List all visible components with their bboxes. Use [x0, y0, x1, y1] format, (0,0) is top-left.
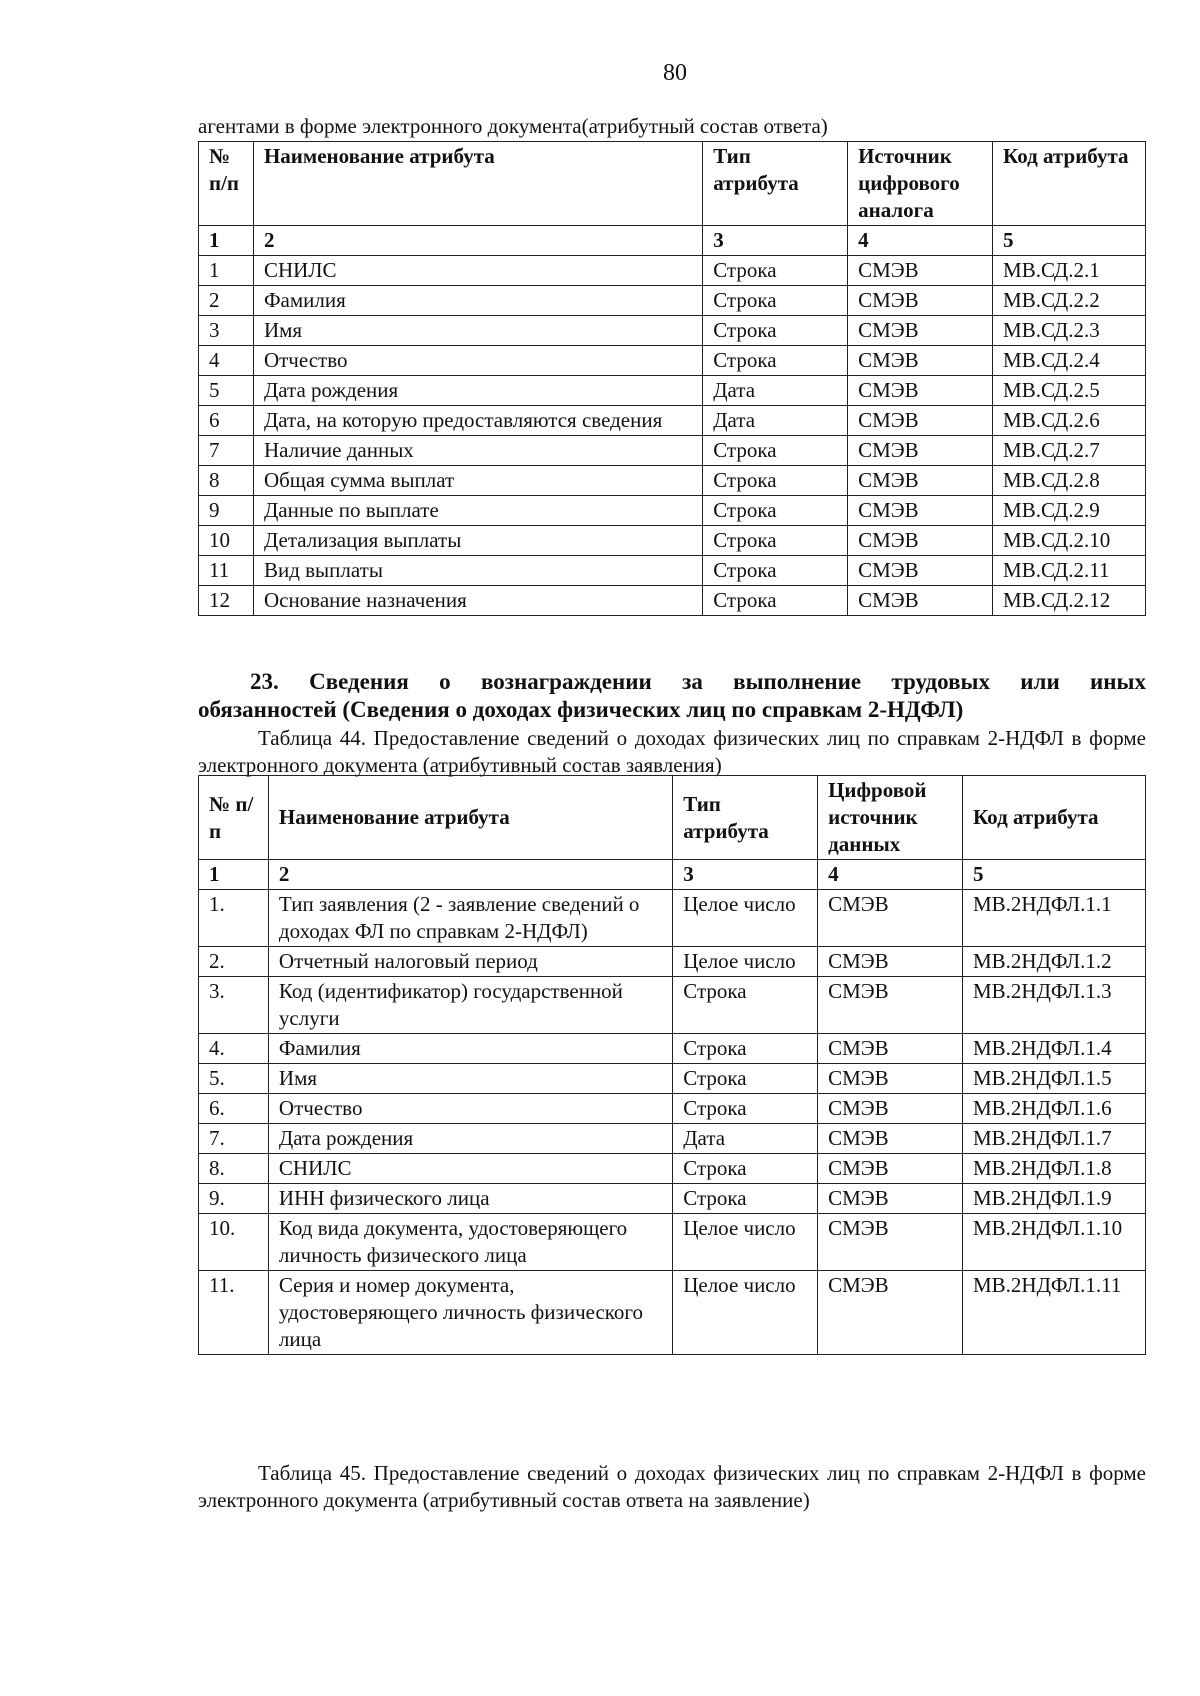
table-row: [199, 1154, 1146, 1184]
table-cell: Имя: [253, 316, 702, 346]
table-cell: МВ.СД.2.7: [993, 436, 1146, 466]
table44-header-cell: Код атрибута: [963, 776, 1146, 860]
table-cell: МВ.СД.2.9: [993, 496, 1146, 526]
table-cell: Данные по выплате: [253, 496, 702, 526]
table-cell: Строка: [703, 256, 848, 286]
table-cell: СМЭВ: [818, 890, 963, 947]
table1-header-cell: Код атрибута: [993, 142, 1146, 226]
table-cell: 11: [199, 556, 254, 586]
table-cell: 5: [199, 376, 254, 406]
table-cell: 6: [199, 406, 254, 436]
table44-number-row: [199, 860, 1146, 890]
table-cell: Строка: [703, 586, 848, 616]
table-cell: СМЭВ: [848, 376, 993, 406]
table-cell: МВ.2НДФЛ.1.4: [963, 1034, 1146, 1064]
table-cell: МВ.2НДФЛ.1.8: [963, 1154, 1146, 1184]
table-cell: 11.: [199, 1271, 269, 1355]
table-cell: МВ.2НДФЛ.1.2: [963, 947, 1146, 977]
table-cell: Дата: [703, 406, 848, 436]
table44-header-cell: Цифровой источник данных: [818, 776, 963, 860]
table-cell: СМЭВ: [818, 1124, 963, 1154]
table-cell: Детализация выплаты: [253, 526, 702, 556]
table-cell: Строка: [703, 286, 848, 316]
table-cell: Вид выплаты: [253, 556, 702, 586]
table-cell: Код (идентификатор) государственной услуги: [268, 977, 672, 1034]
table-cell: 1: [199, 256, 254, 286]
table-cell: 2: [199, 286, 254, 316]
table-cell: Отчество: [253, 346, 702, 376]
table-cell: СНИЛС: [268, 1154, 672, 1184]
table44-number-cell: 4: [818, 860, 963, 890]
table44-caption: [198, 725, 1146, 779]
table-cell: СМЭВ: [818, 1094, 963, 1124]
table-cell: Строка: [703, 316, 848, 346]
table-row: [199, 1184, 1146, 1214]
table-cell: Серия и номер документа, удостоверяющего личность физического лица: [268, 1271, 672, 1355]
table-cell: Строка: [703, 556, 848, 586]
table-cell: МВ.2НДФЛ.1.1: [963, 890, 1146, 947]
table-row: [199, 256, 1146, 286]
table-cell: 2.: [199, 947, 269, 977]
page-number: 80: [663, 60, 687, 86]
table-row: [199, 1214, 1146, 1271]
table-cell: Строка: [673, 977, 818, 1034]
table-row: [199, 346, 1146, 376]
table-cell: 8: [199, 466, 254, 496]
table-cell: 10: [199, 526, 254, 556]
table-cell: 4: [199, 346, 254, 376]
section-title-line: обязанностей (Сведения о доходах физических лиц по справкам 2-НДФЛ): [198, 697, 964, 722]
table-cell: Целое число: [673, 1214, 818, 1271]
table-cell: Тип заявления (2 - заявление сведений о доходах ФЛ по справкам 2-НДФЛ): [268, 890, 672, 947]
table-cell: Отчетный налоговый период: [268, 947, 672, 977]
table-cell: 3: [199, 316, 254, 346]
table-cell: Дата: [703, 376, 848, 406]
table1-header-cell: № п/п: [199, 142, 254, 226]
table-row: [199, 1124, 1146, 1154]
table1-number-row: [199, 226, 1146, 256]
table-cell: СМЭВ: [848, 406, 993, 436]
table1-header-cell: Наименование атрибута: [253, 142, 702, 226]
table-cell: Отчество: [268, 1094, 672, 1124]
table-cell: Строка: [673, 1094, 818, 1124]
table44-caption-text: Таблица 44. Предоставление сведений о доходах физических лиц по справкам 2-НДФЛ в форме электронного документа (атрибутивный состав заявления): [198, 726, 1146, 777]
table-cell: Дата рождения: [268, 1124, 672, 1154]
table-cell: МВ.2НДФЛ.1.11: [963, 1271, 1146, 1355]
table-cell: 5.: [199, 1064, 269, 1094]
table1-number-cell: 3: [703, 226, 848, 256]
table44: [198, 775, 1146, 1355]
table-cell: МВ.СД.2.8: [993, 466, 1146, 496]
table1-number-cell: 1: [199, 226, 254, 256]
table-cell: Дата: [673, 1124, 818, 1154]
table1-number-cell: 5: [993, 226, 1146, 256]
table-cell: МВ.СД.2.4: [993, 346, 1146, 376]
table-cell: 1.: [199, 890, 269, 947]
table45-caption-text: Таблица 45. Предоставление сведений о доходах физических лиц по справкам 2-НДФЛ в форме электронного документа (атрибутивный состав ответа на заявление): [198, 1461, 1146, 1512]
table-cell: СМЭВ: [818, 1271, 963, 1355]
table-row: [199, 1034, 1146, 1064]
table-cell: Строка: [673, 1184, 818, 1214]
table-cell: Строка: [703, 496, 848, 526]
table-cell: 4.: [199, 1034, 269, 1064]
table-cell: Фамилия: [268, 1034, 672, 1064]
table-cell: МВ.СД.2.3: [993, 316, 1146, 346]
table1-header-cell: Источник цифрового аналога: [848, 142, 993, 226]
table-cell: СМЭВ: [818, 947, 963, 977]
table-cell: Строка: [703, 466, 848, 496]
table1-header-row: [199, 142, 1146, 226]
table-cell: Код вида документа, удостоверяющего личность физического лица: [268, 1214, 672, 1271]
table45-caption: [198, 1460, 1146, 1514]
table44-number-cell: 1: [199, 860, 269, 890]
section-title-line: 23. Сведения о вознаграждении за выполнение трудовых или иных: [250, 669, 1146, 694]
table-cell: Фамилия: [253, 286, 702, 316]
table-cell: 9.: [199, 1184, 269, 1214]
table-row: [199, 436, 1146, 466]
table-cell: СМЭВ: [848, 466, 993, 496]
table-cell: МВ.СД.2.5: [993, 376, 1146, 406]
table-cell: Наличие данных: [253, 436, 702, 466]
table1-number-cell: 4: [848, 226, 993, 256]
table-cell: 6.: [199, 1094, 269, 1124]
table-row: [199, 526, 1146, 556]
table-row: [199, 376, 1146, 406]
table-cell: Строка: [703, 526, 848, 556]
table-cell: СМЭВ: [818, 1034, 963, 1064]
table-cell: Строка: [673, 1034, 818, 1064]
table1-body: [199, 256, 1146, 616]
table-row: [199, 466, 1146, 496]
table-cell: СМЭВ: [818, 977, 963, 1034]
table-row: [199, 406, 1146, 436]
table-cell: Дата рождения: [253, 376, 702, 406]
table-row: [199, 586, 1146, 616]
table44-header-cell: Тип атрибута: [673, 776, 818, 860]
table-cell: СМЭВ: [818, 1214, 963, 1271]
table-cell: Строка: [673, 1064, 818, 1094]
table-cell: СМЭВ: [848, 496, 993, 526]
table1-header-cell: Тип атрибута: [703, 142, 848, 226]
table-cell: СНИЛС: [253, 256, 702, 286]
table-cell: МВ.2НДФЛ.1.6: [963, 1094, 1146, 1124]
table-cell: МВ.СД.2.11: [993, 556, 1146, 586]
table-cell: ИНН физического лица: [268, 1184, 672, 1214]
table-cell: СМЭВ: [848, 286, 993, 316]
table-cell: Имя: [268, 1064, 672, 1094]
table44-body: [199, 890, 1146, 1355]
table-cell: Основание назначения: [253, 586, 702, 616]
table-cell: СМЭВ: [848, 586, 993, 616]
table-cell: СМЭВ: [818, 1184, 963, 1214]
table-cell: МВ.2НДФЛ.1.10: [963, 1214, 1146, 1271]
table-cell: МВ.СД.2.2: [993, 286, 1146, 316]
table-cell: Общая сумма выплат: [253, 466, 702, 496]
table44-number-cell: 5: [963, 860, 1146, 890]
table-cell: МВ.СД.2.6: [993, 406, 1146, 436]
table-cell: МВ.2НДФЛ.1.9: [963, 1184, 1146, 1214]
table-cell: СМЭВ: [848, 256, 993, 286]
table-cell: СМЭВ: [818, 1064, 963, 1094]
table44-header-cell: Наименование атрибута: [268, 776, 672, 860]
table-row: [199, 1271, 1146, 1355]
table-cell: Строка: [703, 436, 848, 466]
table-row: [199, 1094, 1146, 1124]
table-cell: МВ.СД.2.10: [993, 526, 1146, 556]
table-cell: Целое число: [673, 947, 818, 977]
table-cell: МВ.СД.2.1: [993, 256, 1146, 286]
table-cell: МВ.2НДФЛ.1.7: [963, 1124, 1146, 1154]
table44-header-cell: № п/п: [199, 776, 269, 860]
table-cell: Целое число: [673, 890, 818, 947]
table-cell: МВ.2НДФЛ.1.3: [963, 977, 1146, 1034]
table-cell: СМЭВ: [848, 316, 993, 346]
table44-number-cell: 2: [268, 860, 672, 890]
table-cell: СМЭВ: [818, 1154, 963, 1184]
table-cell: 10.: [199, 1214, 269, 1271]
table-cell: 12: [199, 586, 254, 616]
table-row: [199, 977, 1146, 1034]
table-cell: 8.: [199, 1154, 269, 1184]
table44-number-cell: 3: [673, 860, 818, 890]
table1-caption: агентами в форме электронного документа(атрибутный состав ответа): [198, 114, 828, 138]
table-row: [199, 947, 1146, 977]
table-row: [199, 286, 1146, 316]
table-cell: СМЭВ: [848, 346, 993, 376]
table44-header-row: [199, 776, 1146, 860]
table-cell: СМЭВ: [848, 556, 993, 586]
table-cell: Строка: [703, 346, 848, 376]
table-cell: Целое число: [673, 1271, 818, 1355]
table-row: [199, 496, 1146, 526]
table-cell: МВ.2НДФЛ.1.5: [963, 1064, 1146, 1094]
table-row: [199, 556, 1146, 586]
table-cell: МВ.СД.2.12: [993, 586, 1146, 616]
table-cell: Строка: [673, 1154, 818, 1184]
table-cell: 9: [199, 496, 254, 526]
table1: [198, 141, 1146, 616]
table-cell: 3.: [199, 977, 269, 1034]
table-row: [199, 1064, 1146, 1094]
table-cell: 7.: [199, 1124, 269, 1154]
table-cell: СМЭВ: [848, 436, 993, 466]
table1-number-cell: 2: [253, 226, 702, 256]
table-cell: СМЭВ: [848, 526, 993, 556]
table-cell: Дата, на которую предоставляются сведения: [253, 406, 702, 436]
table-row: [199, 316, 1146, 346]
table-row: [199, 890, 1146, 947]
section-23-title: [198, 668, 1146, 724]
table-cell: 7: [199, 436, 254, 466]
